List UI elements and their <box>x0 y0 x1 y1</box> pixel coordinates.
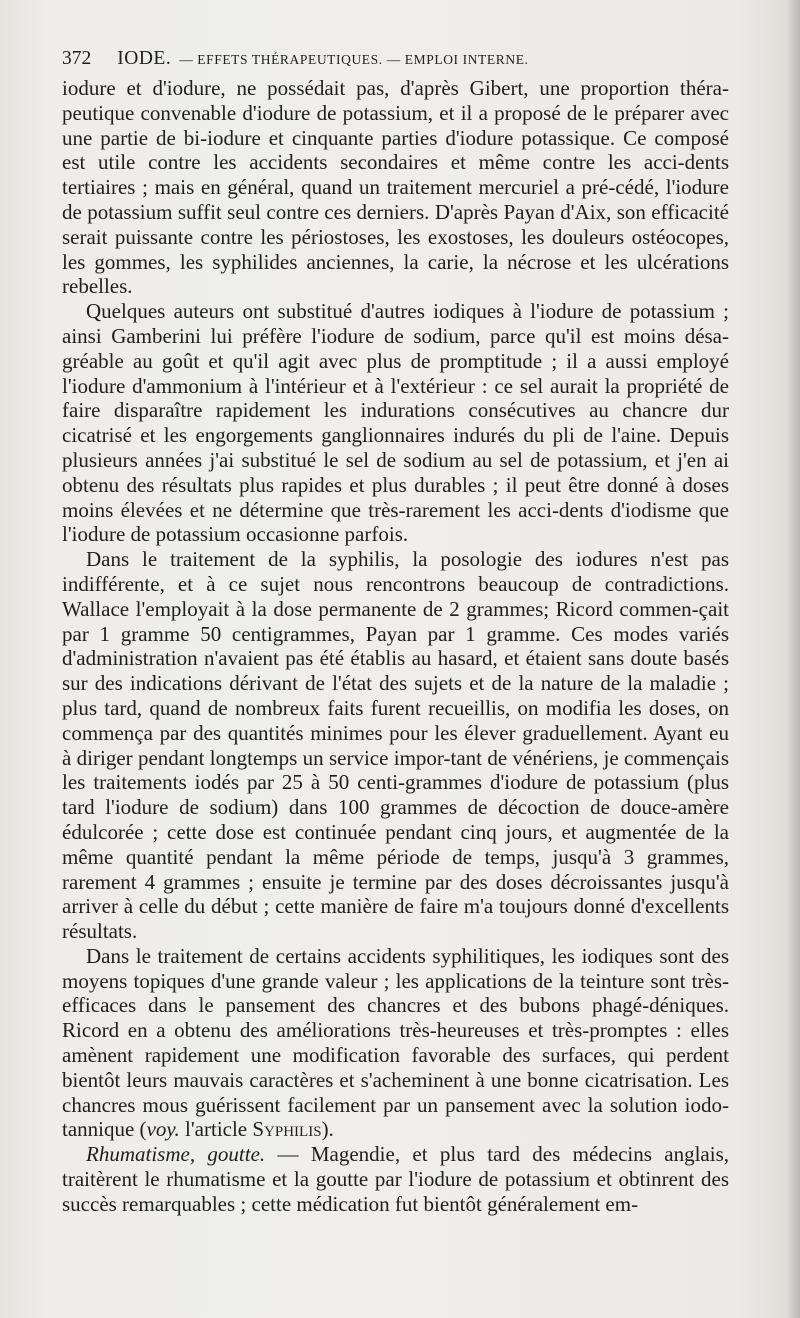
running-header <box>62 44 742 74</box>
reference-text: l'article <box>179 1117 253 1142</box>
section-title: — EFFETS THÉRAPEUTIQUES. — EMPLOI INTERNE. <box>179 52 529 67</box>
page-edge-shadow <box>786 0 800 1318</box>
reference-voy: voy. <box>146 1117 180 1142</box>
paragraph-2: Quelques auteurs ont substitué d'autres iodiques à l'iodure de potassium ; ainsi Gamberini lui préfère l'iodure de sodium, parce qu'il est moins désa-gréable au goût et qu'il agit avec plus de promptitude ; il a aussi employé l'iodure d'ammonium à l'intérieur et à l'extérieur : ce sel aurait la propriété de faire disparaître rapidement les indurations consécutives au chancre dur cicatrisé et les engorgements ganglionnaires indurés du pli de l'aine. Depuis plusieurs années j'ai substitué le sel de sodium au sel de potassium, et j'en ai obtenu des résultats plus rapides et plus durables ; il peut être donné à doses moins élevées et ne détermine que très-rarement les acci-dents d'iodisme que l'iodure de potassium occasionne parfois. <box>62 299 729 547</box>
page-body <box>62 76 729 1217</box>
paragraph-4 <box>62 944 729 1142</box>
reference-end: ). <box>321 1117 334 1142</box>
paragraph-3: Dans le traitement de la syphilis, la posologie des iodures n'est pas indifférente, et à ce sujet nous rencontrons beaucoup de contradictions. Wallace l'employait à la dose permanente de 2 grammes; Ricord commen-çait par 1 gramme 50 centigrammes, Payan par 1 gramme. Ces modes variés d'administration n'avaient pas été établis au hasard, et étaient sans doute basés sur des indications dérivant de l'état des sujets et de la nature de la maladie ; plus tard, quand de nombreux faits furent recueillis, on modifia les doses, on commença par des quantités minimes pour les élever graduellement. Ayant eu à diriger pendant longtemps un service impor-tant de vénériens, je commençais les traitements iodés par 25 à 50 centi-grammes d'iodure de potassium (plus tard l'iodure de sodium) dans 100 grammes de décoction de douce-amère édulcorée ; cette dose est continuée pendant cinq jours, et augmentée de la même quantité pendant la même période de temps, jusqu'à 3 grammes, rarement 4 grammes ; ensuite je termine par des doses décroissantes jusqu'à arriver à celle du début ; cette manière de faire m'a toujours donné d'excellents résultats. <box>62 547 729 944</box>
page-number: 372 <box>62 48 92 69</box>
paragraph-4-text: Dans le traitement de certains accidents syphilitiques, les iodiques sont des moyens topiques d'une grande valeur ; les applications de la teinture sont très-efficaces dans le pansement des chancres et des bubons phagé-déniques. Ricord en a obtenu des améliorations très-heureuses et très-promptes : elles amènent rapidement une modification favorable des surfaces, qui perdent bientôt leurs mauvais caractères et s'acheminent à une bonne cicatrisation. Les chancres mous guérissent facilement par un pansement avec la solution iodo-tannique ( <box>62 943 729 1142</box>
paragraph-5 <box>62 1142 729 1216</box>
chapter-title: IODE. <box>117 48 172 69</box>
paragraph-5-text: — Magendie, et plus tard des médecins anglais, traitèrent le rhumatisme et la goutte par l'iodure de potassium et obtinrent des succès remarquables ; cette médication fut bientôt généralement em- <box>62 1142 730 1216</box>
reference-syphilis: Syphilis <box>252 1117 322 1142</box>
paragraph-1: iodure et d'iodure, ne possédait pas, d'après Gibert, une proportion théra-peutique convenable d'iodure de potassium, et il a proposé de le préparer avec une partie de bi-iodure et cinquante parties d'iodure potassique. Ce composé est utile contre les accidents secondaires et même contre les acci-dents tertiaires ; mais en général, quand un traitement mercuriel a pré-cédé, l'iodure de potassium suffit seul contre ces derniers. D'après Payan d'Aix, son efficacité serait puissante contre les périostoses, les exostoses, les douleurs ostéocopes, les gommes, les syphilides anciennes, la carie, la nécrose et les ulcérations rebelles. <box>62 76 729 299</box>
section-heading-rhumatisme: Rhumatisme, goutte. <box>86 1142 266 1167</box>
